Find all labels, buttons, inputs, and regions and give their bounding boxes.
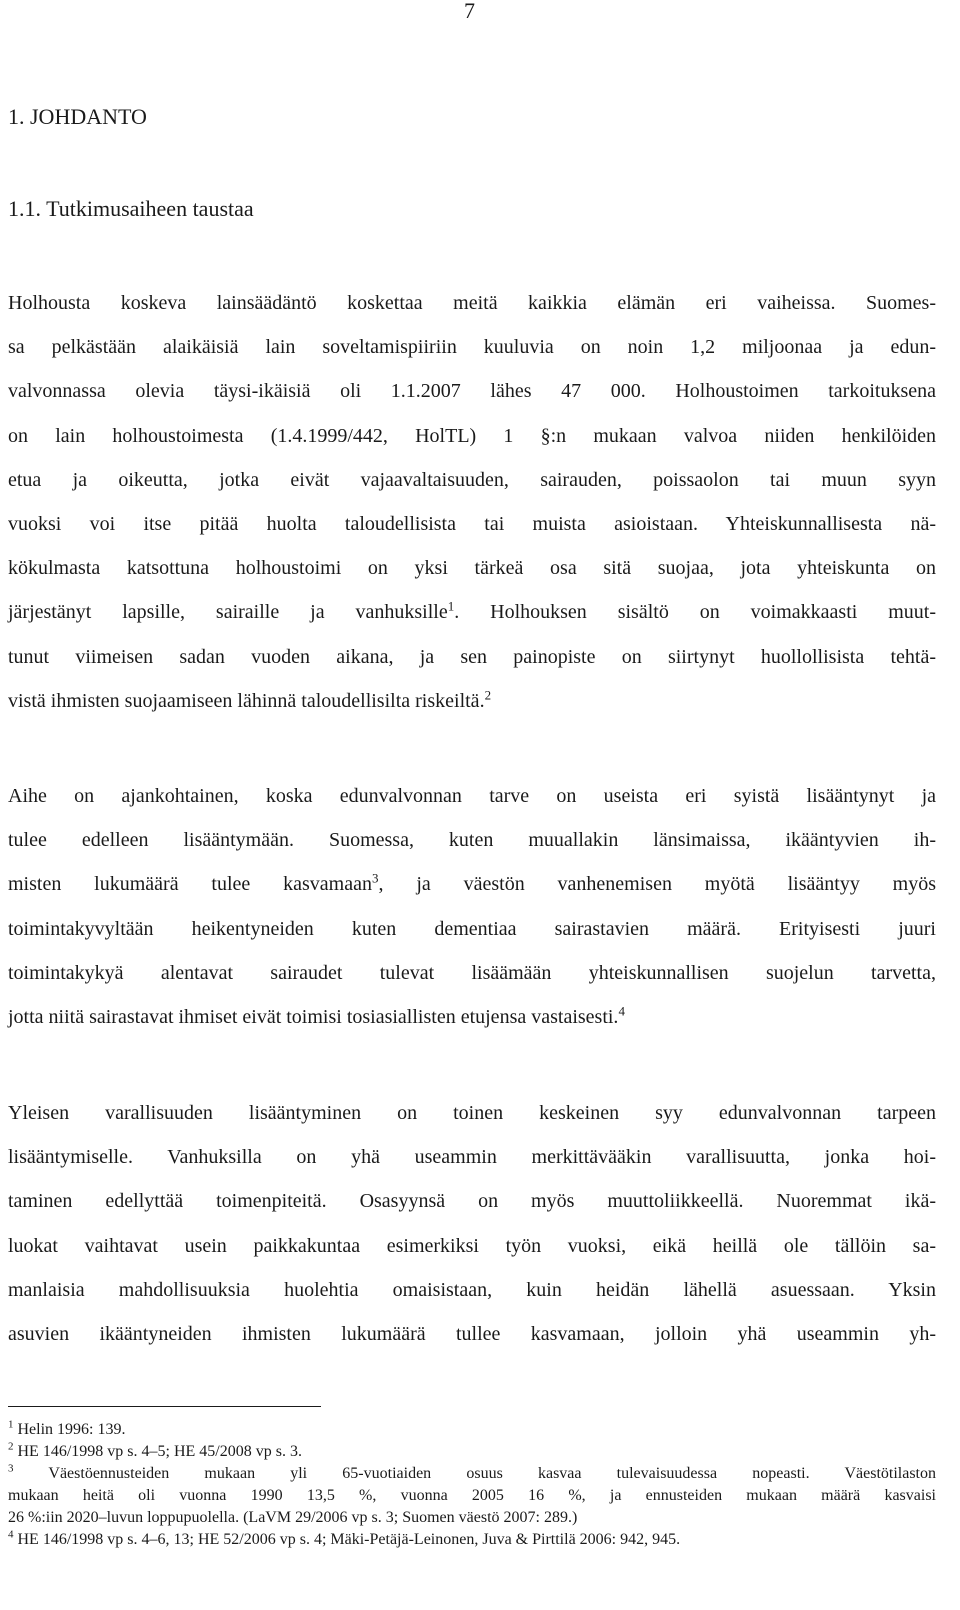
paragraph-line: Aihe on ajankohtainen, koska edunvalvonnan tarve on useista eri syistä lisääntynyt ja (8, 785, 936, 807)
footnote-3 (8, 1463, 936, 1485)
paragraph-line: vuoksi voi itse pitää huolta taloudellisista tai muista asioistaan. Yhteiskunnallisesta nä- (8, 513, 936, 536)
footnote-number: 1 (8, 1418, 14, 1431)
text-segment: , ja väestön vanhenemisen myötä lisääntyy myös (378, 873, 937, 896)
paragraph-line (8, 862, 936, 906)
paragraph-line (8, 679, 936, 723)
paragraph-line: on lain holhoustoimesta (1.4.1999/442, HolTL) 1 §:n mukaan valvoa niiden henkilöiden (8, 424, 936, 447)
chapter-heading: 1. JOHDANTO (8, 104, 147, 129)
paragraph-line (8, 995, 936, 1039)
footnote-3-cont: 26 %:iin 2020–luvun loppupuolella. (LaVM 29/2006 vp s. 3; Suomen väestö 2007: 289.) (8, 1509, 578, 1526)
paragraph-line: valvonnassa olevia täysi-ikäisiä oli 1.1.2007 lähes 47 000. Holhoustoimen tarkoituksena (8, 380, 936, 403)
paragraph-line: manlaisia mahdollisuuksia huolehtia omaisistaan, kuin heidän lähellä asuessaan. Yksin (8, 1278, 936, 1301)
footnote-text: Helin 1996: 139. (17, 1421, 126, 1438)
footnote-1 (8, 1419, 936, 1441)
footnote-ref[interactable]: 3 (371, 870, 379, 886)
footnote-2 (8, 1441, 936, 1463)
paragraph-line (8, 590, 936, 634)
paragraph-1 (8, 281, 936, 723)
paragraph-line: kökulmasta katsottuna holhoustoimi on yksi tärkeä osa sitä suojaa, jota yhteiskunta on (8, 557, 936, 580)
footnote-separator (8, 1406, 321, 1407)
footnote-text: Väestöennusteiden mukaan yli 65-vuotiaiden osuus kasvaa tulevaisuudessa nopeasti. Väestötilaston (48, 1465, 936, 1482)
text-segment: jotta niitä sairastavat ihmiset eivät toimisi tosiasiallisten etujensa vastaisesti. (8, 1006, 619, 1029)
paragraph-line: luokat vaihtavat usein paikkakuntaa esimerkiksi työn vuoksi, eikä heillä ole tällöin sa- (8, 1234, 936, 1257)
paragraph-line: Yleisen varallisuuden lisääntyminen on toinen keskeinen syy edunvalvonnan tarpeen (8, 1102, 936, 1124)
paragraph-3 (8, 1091, 936, 1356)
footnote-number: 2 (8, 1440, 14, 1453)
footnote-text: HE 146/1998 vp s. 4–6, 13; HE 52/2006 vp s. 4; Mäki-Petäjä-Leinonen, Juva & Pirttilä 2006: 942, 945. (17, 1531, 681, 1548)
paragraph-line: asuvien ikääntyneiden ihmisten lukumäärä tullee kasvamaan, jolloin yhä useammin yh- (8, 1323, 936, 1346)
paragraph-line: toimintakykyä alentavat sairaudet tulevat lisäämään yhteiskunnallisen suojelun tarvetta, (8, 961, 936, 984)
paragraph-line: lisääntymiselle. Vanhuksilla on yhä useammin merkittävääkin varallisuutta, jonka hoi- (8, 1146, 936, 1169)
footnote-4 (8, 1529, 936, 1551)
paragraph-line: tulee edelleen lisääntymään. Suomessa, kuten muuallakin länsimaissa, ikääntyvien ih- (8, 829, 936, 852)
paragraph-2 (8, 774, 936, 1039)
footnote-3-cont: mukaan heitä oli vuonna 1990 13,5 %, vuonna 2005 16 %, ja ennusteiden mukaan määrä kasvaisi (8, 1487, 936, 1504)
section-heading: 1.1. Tutkimusaiheen taustaa (8, 196, 254, 221)
footnote-number: 4 (8, 1528, 14, 1541)
footnote-ref[interactable]: 2 (484, 687, 492, 703)
footnote-number: 3 (8, 1462, 14, 1475)
text-segment: vistä ihmisten suojaamiseen lähinnä taloudellisilta riskeiltä. (8, 689, 485, 712)
text-segment: järjestänyt lapsille, sairaille ja vanhuksille (8, 601, 448, 624)
paragraph-line: taminen edellyttää toimenpiteitä. Osasyynsä on myös muuttoliikkeellä. Nuoremmat ikä- (8, 1190, 936, 1213)
page-number: 7 (464, 0, 475, 23)
paragraph-line: sa pelkästään alaikäisiä lain soveltamispiiriin kuuluvia on noin 1,2 miljoonaa ja edun- (8, 336, 936, 359)
text-segment: . Holhouksen sisältö on voimakkaasti muut- (454, 601, 936, 624)
footnote-text: HE 146/1998 vp s. 4–5; HE 45/2008 vp s. 3. (17, 1443, 302, 1460)
footnote-ref[interactable]: 4 (618, 1003, 625, 1019)
paragraph-line: tunut viimeisen sadan vuoden aikana, ja sen painopiste on siirtynyt huollollisista tehtä- (8, 645, 936, 668)
footnotes (8, 1419, 936, 1551)
footnote-ref[interactable]: 1 (447, 598, 455, 614)
paragraph-line: Holhousta koskeva lainsäädäntö koskettaa meitä kaikkia elämän eri vaiheissa. Suomes- (8, 292, 936, 314)
paragraph-line: toimintakyvyltään heikentyneiden kuten dementiaa sairastavien määrä. Erityisesti juuri (8, 917, 936, 940)
text-segment: misten lukumäärä tulee kasvamaan (8, 873, 372, 896)
paragraph-line: etua ja oikeutta, jotka eivät vajaavaltaisuuden, sairauden, poissaolon tai muun syyn (8, 468, 936, 491)
